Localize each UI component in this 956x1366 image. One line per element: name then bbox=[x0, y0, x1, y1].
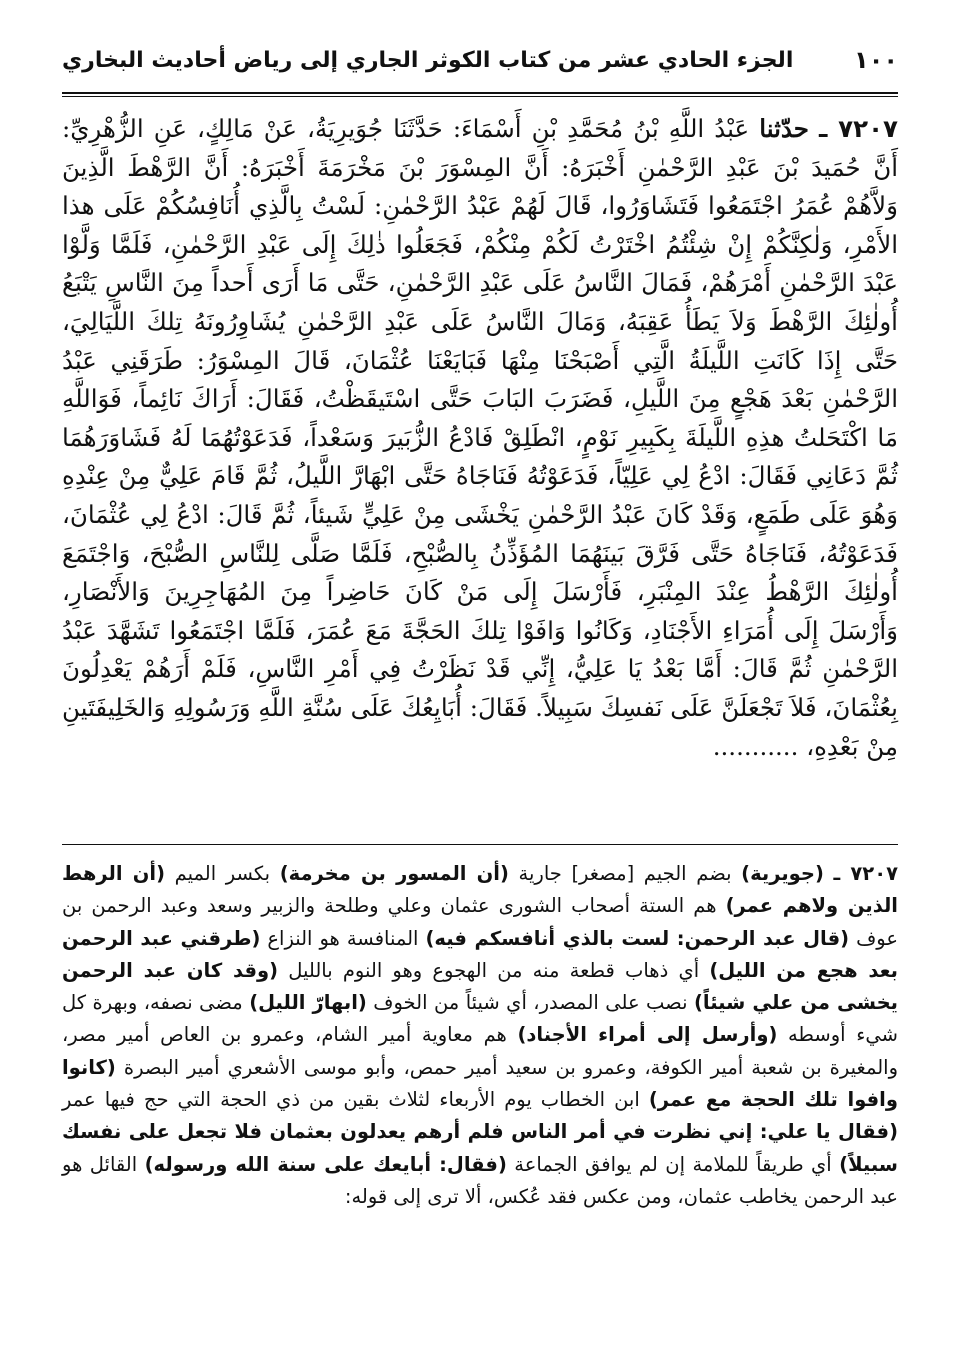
commentary-explanation: أي طريقاً للملامة إن لم يوافق الجماعة bbox=[506, 1152, 840, 1176]
commentary-quoted-phrase: (جويرية) bbox=[741, 862, 824, 885]
commentary-quoted-phrase: (وأرسل إلى أمراء الأجناد) bbox=[517, 1023, 778, 1047]
commentary-number: ٧٢٠٧ ـ bbox=[833, 862, 898, 885]
commentary-explanation: بكسر الميم bbox=[165, 862, 280, 885]
footnote-separator bbox=[62, 844, 898, 845]
commentary-explanation: نصب على المصدر، أي شيئاً من الخوف bbox=[366, 991, 694, 1015]
running-header bbox=[62, 38, 898, 82]
book-page bbox=[62, 30, 898, 1330]
commentary-explanation: أي ذهاب قطعة منه من الهجوع وهو النوم بالليل bbox=[278, 958, 710, 982]
header-rule bbox=[62, 92, 898, 94]
commentary-quoted-phrase: (ابهارّ الليل) bbox=[249, 991, 367, 1015]
commentary-explanation: المنافسة هو النزاع bbox=[260, 926, 426, 950]
commentary-quoted-phrase: (وقد كان عبد الرحمن يخشى من علي شيئاً) bbox=[62, 958, 898, 1015]
page-number: ١٠٠ bbox=[854, 46, 898, 74]
hadith-ellipsis: ........... bbox=[712, 731, 799, 761]
hadith-lead: حدّثنا bbox=[759, 114, 809, 143]
commentary-quoted-phrase: (قال عبد الرحمن: لست بالذي أنافسكم فيه) bbox=[425, 926, 850, 950]
commentary-quoted-phrase: (أن المسور بن مخرمة) bbox=[279, 862, 509, 885]
commentary-explanation: بضم الجيم [مصغر] جارية bbox=[508, 862, 742, 885]
commentary-explanation: هم معاوية أمير الشام، وعمرو بن العاص أمير مصر، والمغيرة بن شعبة أمير الكوفة، وعمرو بن سعيد أمير حمص، وأبو موسى الأشعري أمير البصرة bbox=[62, 1023, 898, 1079]
commentary-quoted-phrase: (أن الرهط الذين ولاهم عمر) bbox=[62, 862, 898, 918]
commentary-body bbox=[62, 862, 898, 1208]
commentary-quoted-phrase: (كانوا وافوا تلك الحجة مع عمر) bbox=[62, 1055, 898, 1112]
commentary-explanation: ابن الخطاب يوم الأربعاء لثلاث بقين من ذي الحجة التي حج فيها عمر bbox=[62, 1088, 649, 1112]
running-title: الجزء الحادي عشر من كتاب الكوثر الجاري إلى رياض أحاديث البخاري bbox=[62, 47, 794, 73]
hadith-text bbox=[62, 110, 898, 766]
commentary-quoted-phrase: (فقال: أبايعك على سنة الله ورسوله) bbox=[144, 1152, 507, 1176]
commentary-explanation: القائل هو عبد الرحمن يخاطب عثمان، ومن عكس فقد عُكس، ألا ترى إلى قوله: bbox=[62, 1152, 898, 1208]
commentary-quoted-phrase: (فقال يا علي: إني نظرت في أمر الناس فلم أرهم يعدلون بعثمان فلا تجعل على نفسك سبيلاً) bbox=[62, 1120, 898, 1176]
commentary-text bbox=[62, 858, 898, 1213]
commentary-explanation: هم الستة أصحاب الشورى عثمان وعلي وطلحة والزبير وسعد وعبد الرحمن بن عوف bbox=[62, 894, 899, 950]
commentary-quoted-phrase: (طرقني عبد الرحمن بعد هجع من الليل) bbox=[62, 926, 899, 982]
hadith-body: عَبْدُ اللَّهِ بْنُ مُحَمَّدِ بْنِ أَسْمَاءَ: حَدَّثَنَا جُوَيرِيَةُ، عَنْ مَالِكٍ، عَنِ الزُّهْرِيِّ: أَنَّ حُمَيدَ بْنَ عَبْدِ الرَّحْمٰنِ أَخْبَرَهُ: أَنَّ المِسْوَرَ بْنَ مَخْرَمَةَ أَخْبَرَهُ: أَنَّ الرَّهْطَ الَّذِينَ وَلاَّهُمْ عُمَرُ اجْتَمَعُوا فَتَشَاوَرُوا، قَالَ لَهُمْ عَبْدُ الرَّحْمٰنِ: لَسْتُ بِالَّذِي أُنَافِسُكُمْ عَلَى هذا الأَمْرِ، وَلٰكِنَّكُمْ إِنْ شِئْتُمُ اخْتَرْتُ لَكُمْ مِنْكُمْ، فَجَعَلُوا ذٰلِكَ إِلَى عَبْدِ الرَّحْمٰنِ، فَلَمَّا وَلَّوْا عَبْدَ الرَّحْمٰنِ أَمْرَهُمْ، فَمَالَ النَّاسُ عَلَى عَبْدِ الرَّحْمٰنِ، حَتَّى مَا أَرَى أَحداً مِنَ النَّاسِ يَتْبَعُ أُولٰئِكَ الرَّهْطَ وَلاَ يَطَأُ عَقِبَهُ، وَمَالَ النَّاسُ عَلَى عَبْدِ الرَّحْمٰنِ يُشَاوِرُونَهُ تِلكَ اللَّيَالِيَ، حَتَّى إِذَا كَانَتِ اللَّيلَةُ الَّتِي أَصْبَحْنَا مِنْهَا فَبَايَعْنَا عُثْمَانَ، قَالَ المِسْوَرُ: طَرَقَنِي عَبْدُ الرَّحْمٰنِ بَعْدَ هَجْعٍ مِنَ اللَّيلِ، فَضَرَبَ البَابَ حَتَّى اسْتَيقَظْتُ، فَقَالَ: أَرَاكَ نَائِماً، فَوَاللَّهِ مَا اكْتَحَلتُ هذِهِ اللَّيلَةَ بِكَبِيرِ نَوْمٍ، انْطَلِقْ فَادْعُ الزُّبَيرَ وَسَعْداً، فَدَعَوْتُهُمَا لَهُ فَشَاوَرَهُمَا ثُمَّ دَعَانِي فَقَالَ: ادْعُ لِي عَلِيّاً، فَدَعَوْتُهُ فَنَاجَاهُ حَتَّى ابْهَارَّ اللَّيلُ، ثُمَّ قَامَ عَلِيٌّ مِنْ عِنْدِهِ وَهُوَ عَلَى طَمَعٍ، وَقَدْ كَانَ عَبْدُ الرَّحْمٰنِ يَخْشَى مِنْ عَلِيٍّ شَيئاً، ثُمَّ قَالَ: ادْعُ لِي عُثْمَانَ، فَدَعَوْتُهُ، فَنَاجَاهُ حَتَّى فَرَّقَ بَينَهُمَا المُؤَذِّنُ بِالصُّبْحِ، فَلَمَّا صَلَّى لِلنَّاسِ الصُّبْحَ، وَاجْتَمَعَ أُولٰئِكَ الرَّهْطُ عِنْدَ المِنْبَرِ، فَأَرْسَلَ إِلَى مَنْ كَانَ حَاضِراً مِنَ المُهَاجِرِينَ وَالأَنْصَارِ، وَأَرْسَلَ إِلَى أُمَرَاءِ الأَجْنَادِ، وَكَانُوا وَافَوْا تِلكَ الحَجَّةَ مَعَ عُمَرَ، فَلَمَّا اجْتَمَعُوا تَشَهَّدَ عَبْدُ الرَّحْمٰنِ ثُمَّ قَالَ: أَمَّا بَعْدُ يَا عَلِيُّ، إِنِّي قَدْ نَظَرْتُ فِي أَمْرِ النَّاسِ، فَلَمْ أَرَهُمْ يَعْدِلُونَ بِعُثْمَانَ، فَلاَ تَجْعَلَنَّ عَلَى نَفسِكَ سَبِيلاً. فَقَالَ: أُبَايِعُكَ عَلَى سُنَّةِ اللَّهِ وَرَسُولِهِ وَالخَلِيفَتَينِ مِنْ بَعْدِهِ، bbox=[62, 114, 898, 761]
hadith-number: ٧٢٠٧ ـ bbox=[818, 114, 898, 143]
header-rule-thin bbox=[62, 96, 898, 97]
commentary-explanation: مضى نصفه، وبهرة كل شيء أوسطه bbox=[62, 991, 898, 1047]
